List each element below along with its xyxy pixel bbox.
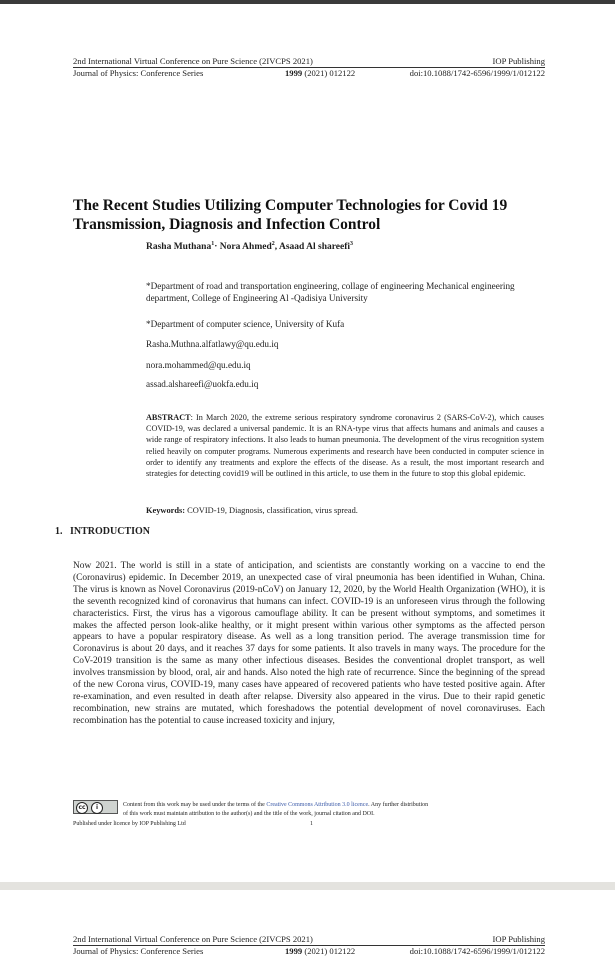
by-icon: i [91, 802, 103, 814]
section-heading: 1. INTRODUCTION [55, 526, 151, 537]
abstract: ABSTRACT: In March 2020, the extreme serious respiratory syndrome coronavirus 2 (SARS-CoV-2), which causes COVID-19, was declared a universal pandemic. It is an RNA-type virus that affects humans and animals and causes a wide range of respiratory infections. It also leads to human pneumonia. The development of the virus recognition system relied heavily on computer programs. Numerous experiments and research have been conducted in computer science in order to identify any treatments and explore the effects of the disease. As a result, the most important research and strategies for detecting covid19 will be outlined in this article, to use them in the future to stop this global epidemic. [146, 413, 544, 479]
journal-name: Journal of Physics: Conference Series [73, 946, 204, 956]
paper-title: The Recent Studies Utilizing Computer Technologies for Covid 19 Transmission, Diagnosis and Infection Control [73, 197, 508, 233]
running-header-page-2 [73, 934, 545, 957]
doi: doi:10.1088/1742-6596/1999/1/012122 [409, 68, 545, 78]
paper-page-1 [0, 4, 615, 882]
paper-page-2 [0, 890, 615, 960]
running-header [73, 56, 545, 79]
volume-info: 1999 (2021) 012122 [285, 946, 356, 956]
introduction-text: Now 2021. The world is still in a state of anticipation, and scientists are constantly working on a vaccine to end the (Coronavirus) epidemic. In December 2019, an unexpected case of viral pneumonia has been identified in Wuhan, China. The virus is known as Novel Coronavirus (2019-nCoV) on January 12, 2020, by the World Health Organization (WHO), it is the seventh recognized kind of coronavirus that humans can infect. COVID-19 is an unforeseen virus through the following characteristics. First, the virus has a vigorous camouflage ability. It can be present without symptoms, and sometimes it makes the affected person look-alike healthy, or it might present within various other symptoms as the affected person appears to have a popular respiratory disease. As well as a long transition period. The average transmission time for Coronavirus is about 20 days, and it reaches 37 days for some patients. It also travels in many ways. The procedure for the CoV-2019 transition is the same as many other infectious diseases. Besides the conventional droplet transport, as well involves transmission by blood, oral, air and hands. Also noted the high rate of recurrence. Since the beginning of the spread of the new Corona virus, COVID-19, many cases have appeared of recovered patients who have tested positive again. After re-examination, and even resulted in death after relapse. Diversity also appeared in the virus. Due to their rapid genetic recombination, new strains are mutated, which foreshadows the potential development of novel coronaviruses. Each recombination has the potential to cause increased toxicity and injury, [73, 561, 545, 726]
license-line-1: Content from this work may be used under the terms of the Creative Commons Attribution 3.0 licence. Any further distribution [123, 802, 429, 808]
license-line-3: Published under licence by IOP Publishing Ltd [73, 821, 186, 827]
page-number: 1 [310, 821, 313, 827]
email-2[interactable]: nora.mohammed@qu.edu.iq [146, 360, 251, 370]
cc-icon: cc [76, 802, 88, 814]
cc-by-badge[interactable] [73, 800, 118, 814]
email-1[interactable]: Rasha.Muthna.alfatlawy@qu.edu.iq [146, 339, 279, 349]
publisher-name: IOP Publishing [492, 56, 545, 66]
keywords: Keywords: COVID-19, Diagnosis, classification, virus spread. [146, 506, 358, 515]
volume-info: 1999 (2021) 012122 [285, 68, 356, 78]
email-3[interactable]: assad.alshareefi@uokfa.edu.iq [146, 379, 259, 389]
licence-link[interactable]: Creative Commons Attribution 3.0 licence [266, 802, 369, 808]
journal-name: Journal of Physics: Conference Series [73, 68, 204, 78]
page-gap [0, 882, 615, 890]
conference-name: 2nd International Virtual Conference on Pure Science (2IVCPS 2021) [73, 934, 313, 944]
conference-name: 2nd International Virtual Conference on Pure Science (2IVCPS 2021) [73, 56, 313, 66]
doi: doi:10.1088/1742-6596/1999/1/012122 [409, 946, 545, 956]
affiliation-2: *Department of computer science, University of Kufa [146, 319, 345, 329]
license-line-2: of this work must maintain attribution to the author(s) and the title of the work, journal citation and DOI. [123, 811, 375, 817]
publisher-name: IOP Publishing [492, 934, 545, 944]
author-list: Rasha Muthana$^1$· Nora Ahmed$^2$, Asaad Al shareefi$^3$ [146, 241, 354, 253]
affiliation-1: *Department of road and transportation engineering, collage of engineering Mechanical engineering department, College of Engineering Al -Qadisiya University [146, 281, 515, 303]
